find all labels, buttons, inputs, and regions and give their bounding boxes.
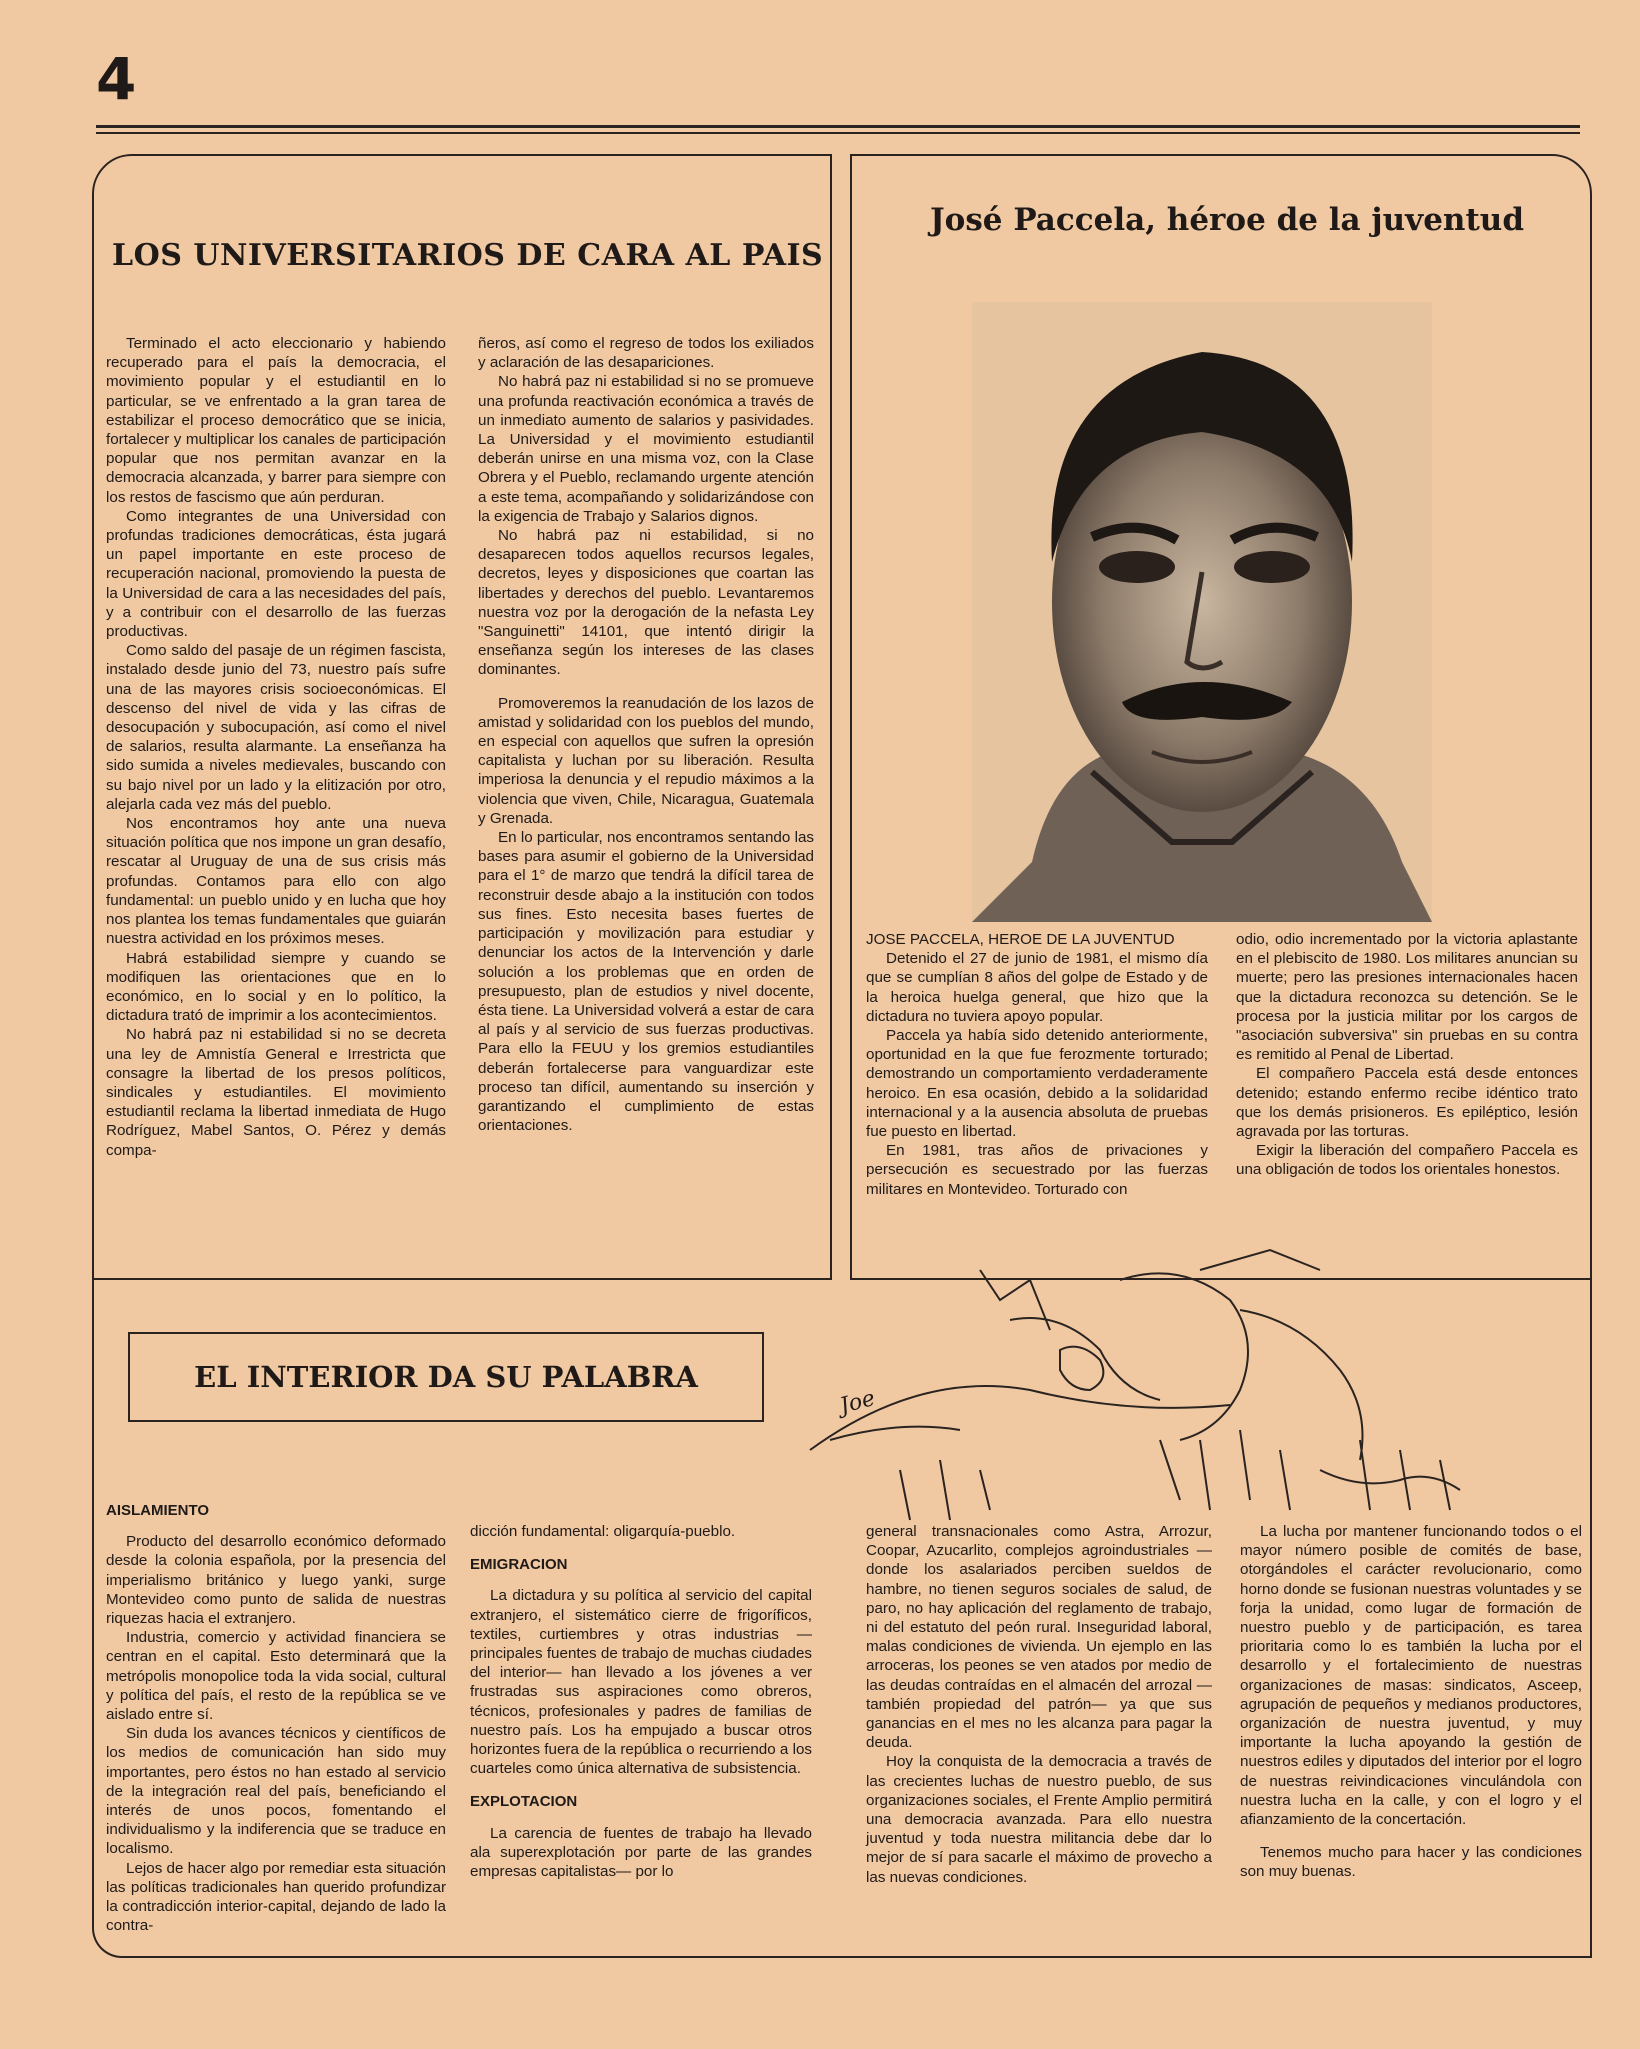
paragraph: La dictadura y su política al servicio del capital extranjero, el sistemático cierre de frigoríficos, textiles, curtiembres y otras industrias —principales fuentes de trabajo de muchas ciudades del interior— han llevado a los jóvenes a ver frustradas sus aspiraciones como obreros, técnicos, profesionales y padres de familias de nuestro país. Los ha empujado a buscar otros horizontes fuera de la república o recurriendo a los cuarteles como única alternativa de subsistencia. bbox=[470, 1587, 812, 1778]
top-rule-thin bbox=[96, 132, 1580, 134]
bottom-article-column-4 bbox=[1240, 1522, 1582, 1882]
paragraph: Como integrantes de una Universidad con profundas tradiciones democráticas, ésta jugará un papel importante en este proceso de recuperación nacional, promoviendo la puesta de la Universidad de cara a las necesidades del país, y a contribuir con el desarrollo de las fuerzas productivas. bbox=[106, 507, 446, 641]
paragraph: La carencia de fuentes de trabajo ha llevado ala superexplotación por parte de las grandes empresas capitalistas— por lo bbox=[470, 1824, 812, 1881]
paragraph: Nos encontramos hoy ante una nueva situación política que nos impone un gran desafío, rescatar al Uruguay de una de sus crisis más profundas. Contamos para ello con algo fundamental: un pueblo unido y en lucha que hoy nos plantea los temas fundamentales que guiarán nuestra actividad en los próximos meses. bbox=[106, 815, 446, 948]
paragraph: ñeros, así como el regreso de todos los exiliados y aclaración de las desapariciones. bbox=[478, 335, 814, 372]
paragraph: Hoy la conquista de la democracia a través de las crecientes luchas de nuestro pueblo, de sus organizaciones sociales, el Frente Amplio permitirá una democracia avanzada. Para ello nuestra juventud y toda nuestra militancia debe dar lo mejor de sí para sacarle el máximo de provecho a las nuevas condiciones. bbox=[866, 1753, 1212, 1886]
section-heading: EMIGRACION bbox=[470, 1556, 568, 1574]
right-article-column-2 bbox=[1236, 930, 1578, 1180]
bottom-article-headline: EL INTERIOR DA SU PALABRA bbox=[194, 1360, 698, 1394]
right-article-column-1 bbox=[866, 930, 1208, 1199]
paragraph: Tenemos mucho para hacer y las condiciones son muy buenas. bbox=[1240, 1844, 1582, 1881]
section-heading: AISLAMIENTO bbox=[106, 1502, 210, 1519]
paragraph: Como saldo del pasaje de un régimen fascista, instalado desde junio del 73, nuestro país sufre una de las mayores crisis socioeconómicas. El descenso del nivel de vida y las cifras de desocupación y subocupación, así como el nivel de salarios, resulta alarmante. La enseñanza ha sido sumida a niveles medievales, buscando con su bajo nivel por un lado y la elitización por otro, alejarla cada vez más del pueblo. bbox=[106, 642, 446, 813]
paragraph: Sin duda los avances técnicos y científicos de los medios de comunicación han sido muy importantes, pero éstos no han estado al servicio de la integración real del país, beneficiando el interés de unos pocos, fomentando el individualismo y la indiferencia que se traduce en localismo. bbox=[106, 1725, 446, 1858]
paragraph: La lucha por mantener funcionando todos o el mayor número posible de comités de base, otorgándoles el carácter revolucionario, como horno donde se fusionan nuestras voluntades y se forja la unidad, como lugar de formación de nuestro pueblo y de participación, es tarea prioritaria como lo es también la lucha por el desarrollo y el fortalecimiento de nuestras organizaciones de masas: sindicatos, Asceep, agrupación de pequeños y medianos productores, organización de nuestra juventud, y muy importante la lucha apoyando la gestión de nuestros ediles y diputados del interior por el logro de nuestras reivindicaciones vinculándola con nuestra lucha en la calle, y con el logro y el afianzamiento de la concertación. bbox=[1240, 1523, 1582, 1829]
paragraph: general transnacionales como Astra, Arrozur, Coopar, Azucarlito, complejos agroindustriales —donde los asalariados perciben sueldos de hambre, no tienen seguros sociales de salud, de paro, no hay aplicación del reglamento de trabajo, ni del estatuto del peón rural. Inseguridad laboral, malas condiciones de vivienda. Un ejemplo en las arroceras, los peones se ven atados por medio de las deudas contraídas en el almacén del arrozal —también propiedad del patrón— ya que sus ganancias en el mes no les alcanza para pagar la deuda. bbox=[866, 1523, 1212, 1752]
portrait-photo bbox=[972, 302, 1432, 922]
right-article-headline: José Paccela, héroe de la juventud bbox=[930, 202, 1524, 238]
section-heading: EXPLOTACION bbox=[470, 1793, 578, 1811]
illustration-drawing bbox=[800, 1240, 1500, 1530]
paragraph: Promoveremos la reanudación de los lazos de amistad y solidaridad con los pueblos del mundo, en especial con aquellos que sufren la opresión capitalista y luchan por su liberación. Resulta imperiosa la denuncia y el repudio máximos a la violencia que viven, Chile, Nicaragua, Guatemala y Grenada. bbox=[478, 694, 814, 827]
illustration-signature: Joe bbox=[837, 1385, 878, 1420]
paragraph: Habrá estabilidad siempre y cuando se modifiquen las orientaciones que en lo económico, en lo social y en lo político, la dictadura trató de imprimir a los acontecimientos. bbox=[106, 949, 446, 1025]
paragraph: Producto del desarrollo económico deformado desde la colonia española, por la presencia del imperialismo británico y luego yanki, surge Montevideo como punto de salida de nuestras riquezas hacia el extranjero. bbox=[106, 1533, 446, 1628]
paragraph: dicción fundamental: oligarquía-pueblo. bbox=[470, 1523, 736, 1540]
page-number: 4 bbox=[96, 45, 137, 113]
paragraph: No habrá paz ni estabilidad si no se decreta una ley de Amnistía General e Irrestricta que consagre la libertad de los presos políticos, sindicales y estudiantiles. El movimiento estudiantil reclama la libertad inmediata de Hugo Rodríguez, Mabel Santos, O. Pérez y demás compa- bbox=[106, 1026, 446, 1159]
left-article-headline: LOS UNIVERSITARIOS DE CARA AL PAIS bbox=[112, 238, 824, 273]
bottom-article-column-3 bbox=[866, 1522, 1212, 1887]
paragraph: Exigir la liberación del compañero Paccela es una obligación de todos los orientales honestos. bbox=[1236, 1142, 1578, 1179]
paragraph: El compañero Paccela está desde entonces detenido; estando enfermo recibe idéntico trato que los demás prisioneros. Es epiléptico, lesión agravada por las torturas. bbox=[1236, 1065, 1578, 1141]
portrait-image bbox=[972, 302, 1432, 922]
paragraph: Lejos de hacer algo por remediar esta situación las políticas tradicionales han querido profundizar la contradicción interior-capital, dejando de lado la contra- bbox=[106, 1859, 446, 1935]
paragraph: Paccela ya había sido detenido anteriormente, oportunidad en la que fue ferozmente torturado; demostrando un comportamiento verdaderamente heroico. En esa ocasión, debido a la solidaridad internacional y a la ausencia absoluta de pruebas fue puesto en libertad. bbox=[866, 1027, 1208, 1141]
paragraph: Detenido el 27 de junio de 1981, el mismo día que se cumplían 8 años del golpe de Estado y de la heroica huelga general, que hizo que la dictadura no tuviera apoyo popular. bbox=[866, 950, 1208, 1025]
top-rule bbox=[96, 125, 1580, 128]
paragraph: No habrá paz ni estabilidad si no se promueve una profunda reactivación económica a través de un inmediato aumento de salarios y pasividades. La Universidad y el movimiento estudiantil deberán unirse en una misma voz, con la Clase Obrera y el Pueblo, reclamando urgente atención a este tema, acompañando y solidarizándose con la exigencia de Trabajo y Salarios dignos. bbox=[478, 373, 814, 525]
paragraph: En lo particular, nos encontramos sentando las bases para asumir el gobierno de la Universidad para el 1° de marzo que tendrá la difícil tarea de reconstruir desde abajo a la institución con todos sus fines. Esto necesita bases fuertes de participación y movilización para estudiar y denunciar los actos de la Intervención y darle solución a los problemas que en orden de presupuesto, plan de estudios y nivel docente, ésta tiene. La Universidad volverá a estar de cara al país y al servicio de sus fuerzas productivas. Para ello la FEUU y los gremios estudiantiles deberán fortalecerse para vanguardizar este proceso tan difícil, aumentando su inserción y garantizando el cumplimiento de estas orientaciones. bbox=[478, 829, 814, 1135]
paragraph: En 1981, tras años de privaciones y persecución es secuestrado por las fuerzas militares en Montevideo. Torturado con bbox=[866, 1142, 1208, 1198]
paragraph: No habrá paz ni estabilidad, si no desaparecen todos aquellos recursos legales, decretos, leyes y disposiciones que coartan las libertades y derechos del pueblo. Levantaremos nuestra voz por la derogación de la nefasta Ley "Sanguinetti" 14101, que intentó dirigir la enseñanza según los intereses de las clases dominantes. bbox=[478, 527, 814, 679]
left-article-column-2 bbox=[478, 334, 814, 1135]
paragraph: odio, odio incrementado por la victoria aplastante en el plebiscito de 1980. Los militares anuncian su muerte; pero las presiones internacionales hacen que la dictadura reconozca su detención. Se le procesa por la justicia militar por los cargos de "asociación subversiva" sin pruebas en su contra es remitido al Penal de Libertad. bbox=[1236, 931, 1578, 1064]
left-article-column-1 bbox=[106, 334, 446, 1160]
paragraph: Industria, comercio y actividad financiera se centran en el capital. Esto determinará que la metrópolis monopolice toda la vida social, cultural y política del país, el resto de la república se ve aislado entre sí. bbox=[106, 1629, 446, 1724]
caption-title: JOSE PACCELA, HEROE DE LA JUVENTUD bbox=[866, 931, 1175, 948]
bottom-article-column-1 bbox=[106, 1487, 446, 1935]
bottom-article-column-2 bbox=[470, 1522, 812, 1881]
bottom-article-headline-box bbox=[128, 1332, 764, 1422]
paragraph: Terminado el acto eleccionario y habiendo recuperado para el país la democracia, el movimiento popular y el estudiantil en lo particular, se ve enfrentado a la gran tarea de estabilizar el proceso democrático que se inicia, fortalecer y multiplicar los canales de participación popular que nos permitan avanzar en la democracia alcanzada, y barrer para siempre con los restos de fascismo que aún perduran. bbox=[106, 335, 446, 506]
